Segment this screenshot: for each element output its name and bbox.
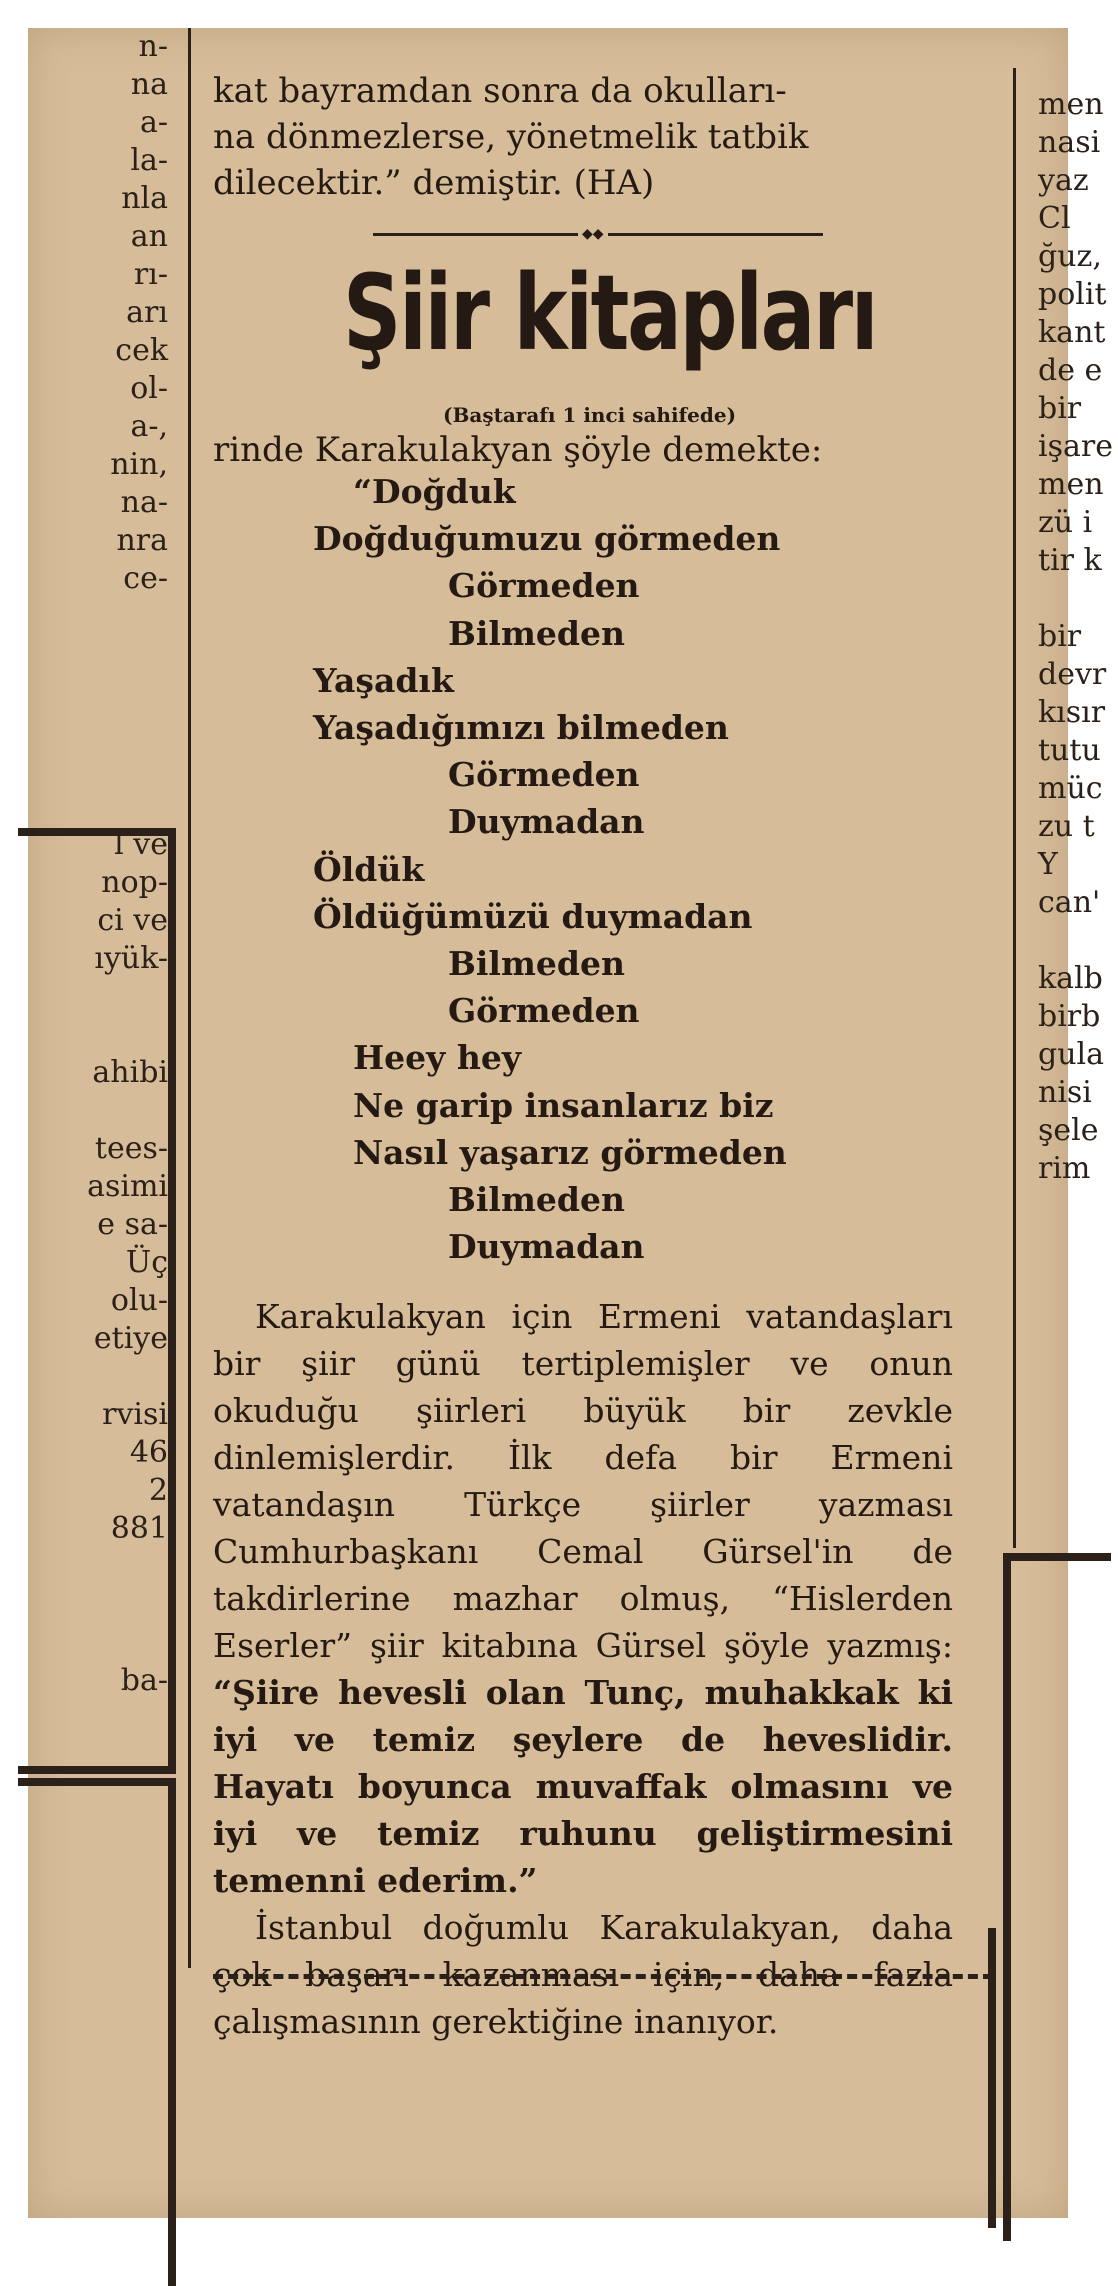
fragment-line: ce- bbox=[123, 561, 168, 596]
fragment-line: zu t bbox=[1038, 809, 1095, 844]
fragment-line: etiye bbox=[93, 1321, 168, 1356]
fragment-line bbox=[28, 788, 178, 826]
left-lower-box bbox=[18, 1778, 176, 2286]
article-column bbox=[213, 28, 993, 2218]
fragment-line: arı bbox=[126, 295, 168, 330]
fragment-line bbox=[1028, 48, 1118, 86]
newspaper-clipping bbox=[28, 28, 1113, 2218]
fragment-line: de e bbox=[1038, 353, 1103, 388]
fragment-line: cek bbox=[115, 333, 168, 368]
poem-line: Heey hey bbox=[353, 1038, 521, 1078]
left-bordered-box bbox=[18, 828, 176, 1774]
fragment-line: na- bbox=[120, 485, 168, 520]
poem-line: Görmeden bbox=[448, 991, 640, 1031]
fragment-line: zü i bbox=[1038, 505, 1093, 540]
fragment-line: rı- bbox=[133, 257, 168, 292]
text-line: kat bayramdan sonra da okulları- bbox=[213, 71, 787, 111]
fragment-line: men bbox=[1038, 467, 1104, 502]
fragment-line bbox=[28, 750, 178, 788]
right-column-rule bbox=[1013, 68, 1016, 1548]
text-line: dilecektir.” demiştir. (HA) bbox=[213, 163, 655, 203]
text-line: na dönmezlerse, yönetmelik tatbik bbox=[213, 117, 809, 157]
right-column-fragments bbox=[1028, 48, 1118, 1448]
fragment-line: nla bbox=[121, 181, 168, 216]
fragment-line: men bbox=[1038, 87, 1104, 122]
poem-line: Öldüğümüzü duymadan bbox=[313, 896, 753, 936]
fragment-line: na bbox=[130, 67, 168, 102]
fragment-line: kısır bbox=[1038, 695, 1106, 730]
poem-line: Nasıl yaşarız görmeden bbox=[353, 1132, 787, 1172]
article-body bbox=[213, 1293, 953, 2045]
poem-line: Doğduğumuzu görmeden bbox=[313, 519, 781, 559]
poem-line: Öldük bbox=[313, 849, 425, 889]
fragment-line: tees- bbox=[94, 1131, 168, 1166]
poem-line: Bilmeden bbox=[448, 613, 625, 653]
fragment-line: ol- bbox=[130, 371, 168, 406]
fragment-line: bir bbox=[1038, 391, 1082, 426]
fragment-line: ba- bbox=[120, 1663, 168, 1698]
fragment-line: a- bbox=[139, 105, 168, 140]
fragment-line: rvisi bbox=[102, 1397, 168, 1432]
fragment-line: la- bbox=[130, 143, 168, 178]
article-headline: Şiir kitapları bbox=[343, 252, 877, 374]
fragment-line: şele bbox=[1038, 1113, 1099, 1148]
fragment-line: gula bbox=[1038, 1037, 1105, 1072]
poem-line: Yaşadık bbox=[313, 660, 454, 700]
poem-line: Bilmeden bbox=[448, 1180, 625, 1220]
poem-line: “Doğduk bbox=[353, 472, 516, 511]
fragment-line: nin, bbox=[110, 447, 168, 482]
fragment-line: n- bbox=[138, 29, 168, 64]
body-paragraph bbox=[213, 1293, 953, 1904]
fragment-line: asimi bbox=[87, 1169, 168, 1204]
poem-line: Bilmeden bbox=[448, 944, 625, 984]
fragment-line: bir bbox=[1038, 619, 1082, 654]
fragment-line: ıyük- bbox=[94, 941, 168, 976]
body-paragraph: İstanbul doğumlu Karakulakyan, daha çok başarı kazanması için, daha fazla çalışmasının gerektiğine inanıyor. bbox=[213, 1908, 953, 2041]
fragment-line: ahibi bbox=[92, 1055, 168, 1090]
diamond-ornament-icon: ◆◆ bbox=[578, 225, 608, 243]
left-column-rule bbox=[188, 28, 191, 1968]
fragment-line: işare bbox=[1038, 429, 1113, 464]
fragment-line: kant bbox=[1038, 315, 1106, 350]
fragment-line: nasi bbox=[1038, 125, 1101, 160]
fragment-line: birb bbox=[1038, 999, 1101, 1034]
divider-ornament bbox=[373, 226, 823, 242]
intro-line: rinde Karakulakyan şöyle demekte: bbox=[213, 430, 823, 470]
fragment-line bbox=[1028, 922, 1118, 960]
fragment-line: an bbox=[130, 219, 168, 254]
continuation-note: (Baştarafı 1 inci sahifede) bbox=[443, 403, 737, 427]
fragment-line: 881 bbox=[110, 1511, 168, 1546]
end-dashed-rule bbox=[213, 1974, 993, 1979]
paragraph-text: Karakulakyan için Ermeni vatandaşları bir şiir günü tertiplemişler ve onun okuduğu şiirleri büyük bir zevkle dinlemişlerdir. İlk defa bir Ermeni vatandaşın Türkçe şiirler yazması Cumhurbaşkanı Cemal Gürsel'in de takdirlerine mazhar olmuş, “Hislerden Eserler” şiir kitabına Gürsel şöyle yazmış: bbox=[213, 1297, 953, 1665]
fragment-line: l ve bbox=[114, 827, 168, 862]
fragment-line: kalb bbox=[1038, 961, 1103, 996]
fragment-line bbox=[28, 712, 178, 750]
fragment-line: 46 bbox=[129, 1435, 168, 1470]
fragment-line: ci ve bbox=[97, 903, 168, 938]
previous-article-end bbox=[213, 68, 809, 206]
poem-line: Ne garip insanlarız biz bbox=[353, 1085, 774, 1125]
fragment-line: müc bbox=[1038, 771, 1103, 806]
quote-text: “Şiire hevesli olan Tunç, muhakkak ki iyi ve temiz şeylere de heveslidir. Hayatı boyunca muvaffak olmasını ve iyi ve temiz ruhunu geliştirmesini temenni ederim.” bbox=[213, 1673, 953, 1900]
fragment-line: can' bbox=[1038, 885, 1101, 920]
fragment-line: e sa- bbox=[97, 1207, 168, 1242]
fragment-line: yaz bbox=[1038, 163, 1089, 198]
fragment-line bbox=[1028, 580, 1118, 618]
fragment-line: polit bbox=[1038, 277, 1107, 312]
fragment-line: olu- bbox=[110, 1283, 168, 1318]
fragment-line: Üç bbox=[125, 1245, 168, 1280]
fragment-line: nop- bbox=[101, 865, 168, 900]
fragment-line: rim bbox=[1038, 1151, 1091, 1186]
fragment-line: a-, bbox=[130, 409, 168, 444]
fragment-line: nra bbox=[116, 523, 168, 558]
poem-line: Duymadan bbox=[448, 1227, 645, 1267]
fragment-line: tutu bbox=[1038, 733, 1101, 768]
fragment-line bbox=[28, 598, 178, 636]
poem-line: Yaşadığımızı bilmeden bbox=[313, 708, 729, 748]
fragment-line bbox=[28, 674, 178, 712]
fragment-line: devr bbox=[1038, 657, 1107, 692]
fragment-line: Y bbox=[1038, 847, 1058, 882]
poem-line: Duymadan bbox=[448, 802, 645, 842]
right-bordered-box bbox=[1003, 1553, 1111, 2241]
fragment-line bbox=[28, 636, 178, 674]
poem-line: Görmeden bbox=[448, 755, 640, 795]
poem-line: Görmeden bbox=[448, 566, 640, 606]
fragment-line: nisi bbox=[1038, 1075, 1092, 1110]
fragment-line: Cl bbox=[1038, 201, 1071, 236]
fragment-line: ğuz, bbox=[1038, 239, 1102, 274]
fragment-line: 2 bbox=[148, 1473, 168, 1508]
fragment-line: tir k bbox=[1038, 543, 1102, 578]
poem bbox=[213, 468, 787, 1270]
